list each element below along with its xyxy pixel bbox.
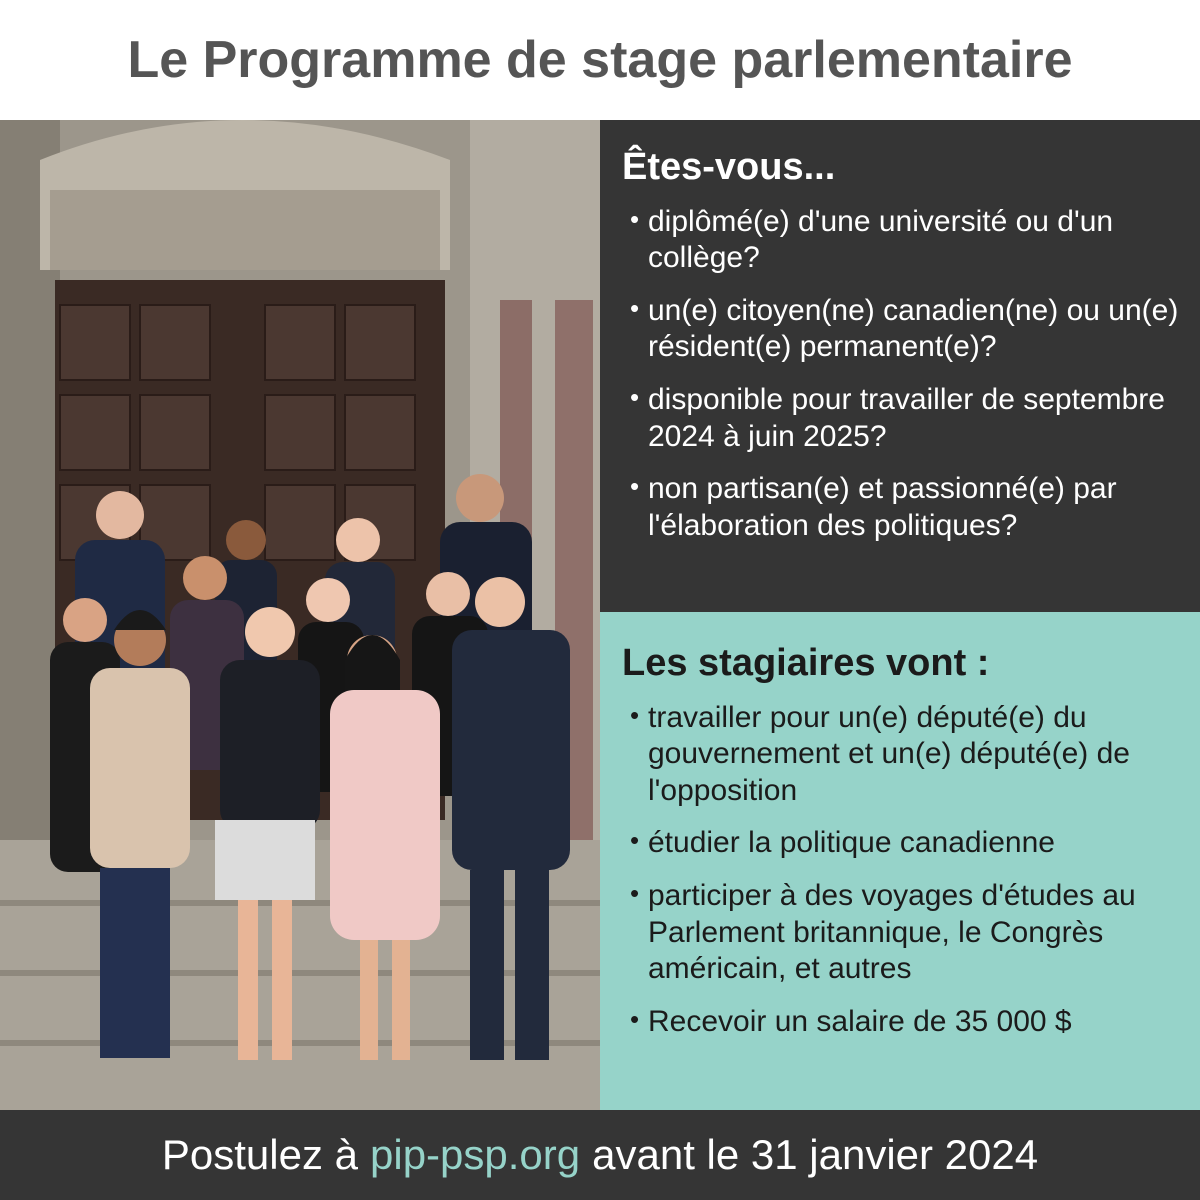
interns-list — [622, 700, 1180, 1041]
page-title: Le Programme de stage parlementaire — [127, 31, 1073, 89]
group-photo — [0, 120, 600, 1110]
interns-panel — [600, 612, 1200, 1110]
list-item — [622, 293, 1180, 366]
list-item — [622, 204, 1180, 277]
list-item — [622, 700, 1180, 810]
interns-heading: Les stagiaires vont : — [622, 642, 990, 684]
bullet-icon: • — [630, 825, 640, 856]
bullet-icon: • — [630, 382, 640, 413]
list-item — [622, 471, 1180, 544]
footer-suffix: avant le 31 janvier 2024 — [592, 1131, 1039, 1178]
eligibility-heading: Êtes-vous... — [622, 146, 836, 188]
bullet-icon: • — [630, 471, 640, 502]
list-item-text: un(e) citoyen(ne) canadien(ne) ou un(e) résident(e) permanent(e)? — [648, 293, 1179, 364]
bullet-icon: • — [630, 699, 640, 730]
list-item-text: Recevoir un salaire de 35 000 $ — [648, 1004, 1072, 1038]
eligibility-panel — [600, 120, 1200, 612]
list-item — [622, 825, 1180, 862]
list-item-text: disponible pour travailler de septembre 2024 à juin 2025? — [648, 383, 1165, 453]
bullet-icon: • — [630, 878, 640, 909]
list-item-text: non partisan(e) et passionné(e) par l'élaboration des politiques? — [648, 472, 1117, 542]
list-item-text: étudier la politique canadienne — [648, 826, 1055, 860]
bullet-icon: • — [630, 1003, 640, 1034]
list-item-text: diplômé(e) d'une université ou d'un collège? — [648, 204, 1114, 275]
list-item — [622, 1004, 1180, 1041]
list-item — [622, 382, 1180, 455]
website-link[interactable]: pip-psp.org — [370, 1131, 581, 1178]
footer-prefix: Postulez à — [161, 1131, 358, 1178]
list-item-text: travailler pour un(e) député(e) du gouvernement et un(e) député(e) de l'opposition — [648, 700, 1130, 807]
footer-banner — [0, 1110, 1200, 1200]
list-item-text: participer à des voyages d'études au Parlement britannique, le Congrès américain, et autres — [648, 879, 1136, 986]
bullet-icon: • — [630, 292, 640, 323]
list-item — [622, 878, 1180, 988]
eligibility-list — [622, 204, 1180, 545]
bullet-icon: • — [630, 203, 640, 234]
